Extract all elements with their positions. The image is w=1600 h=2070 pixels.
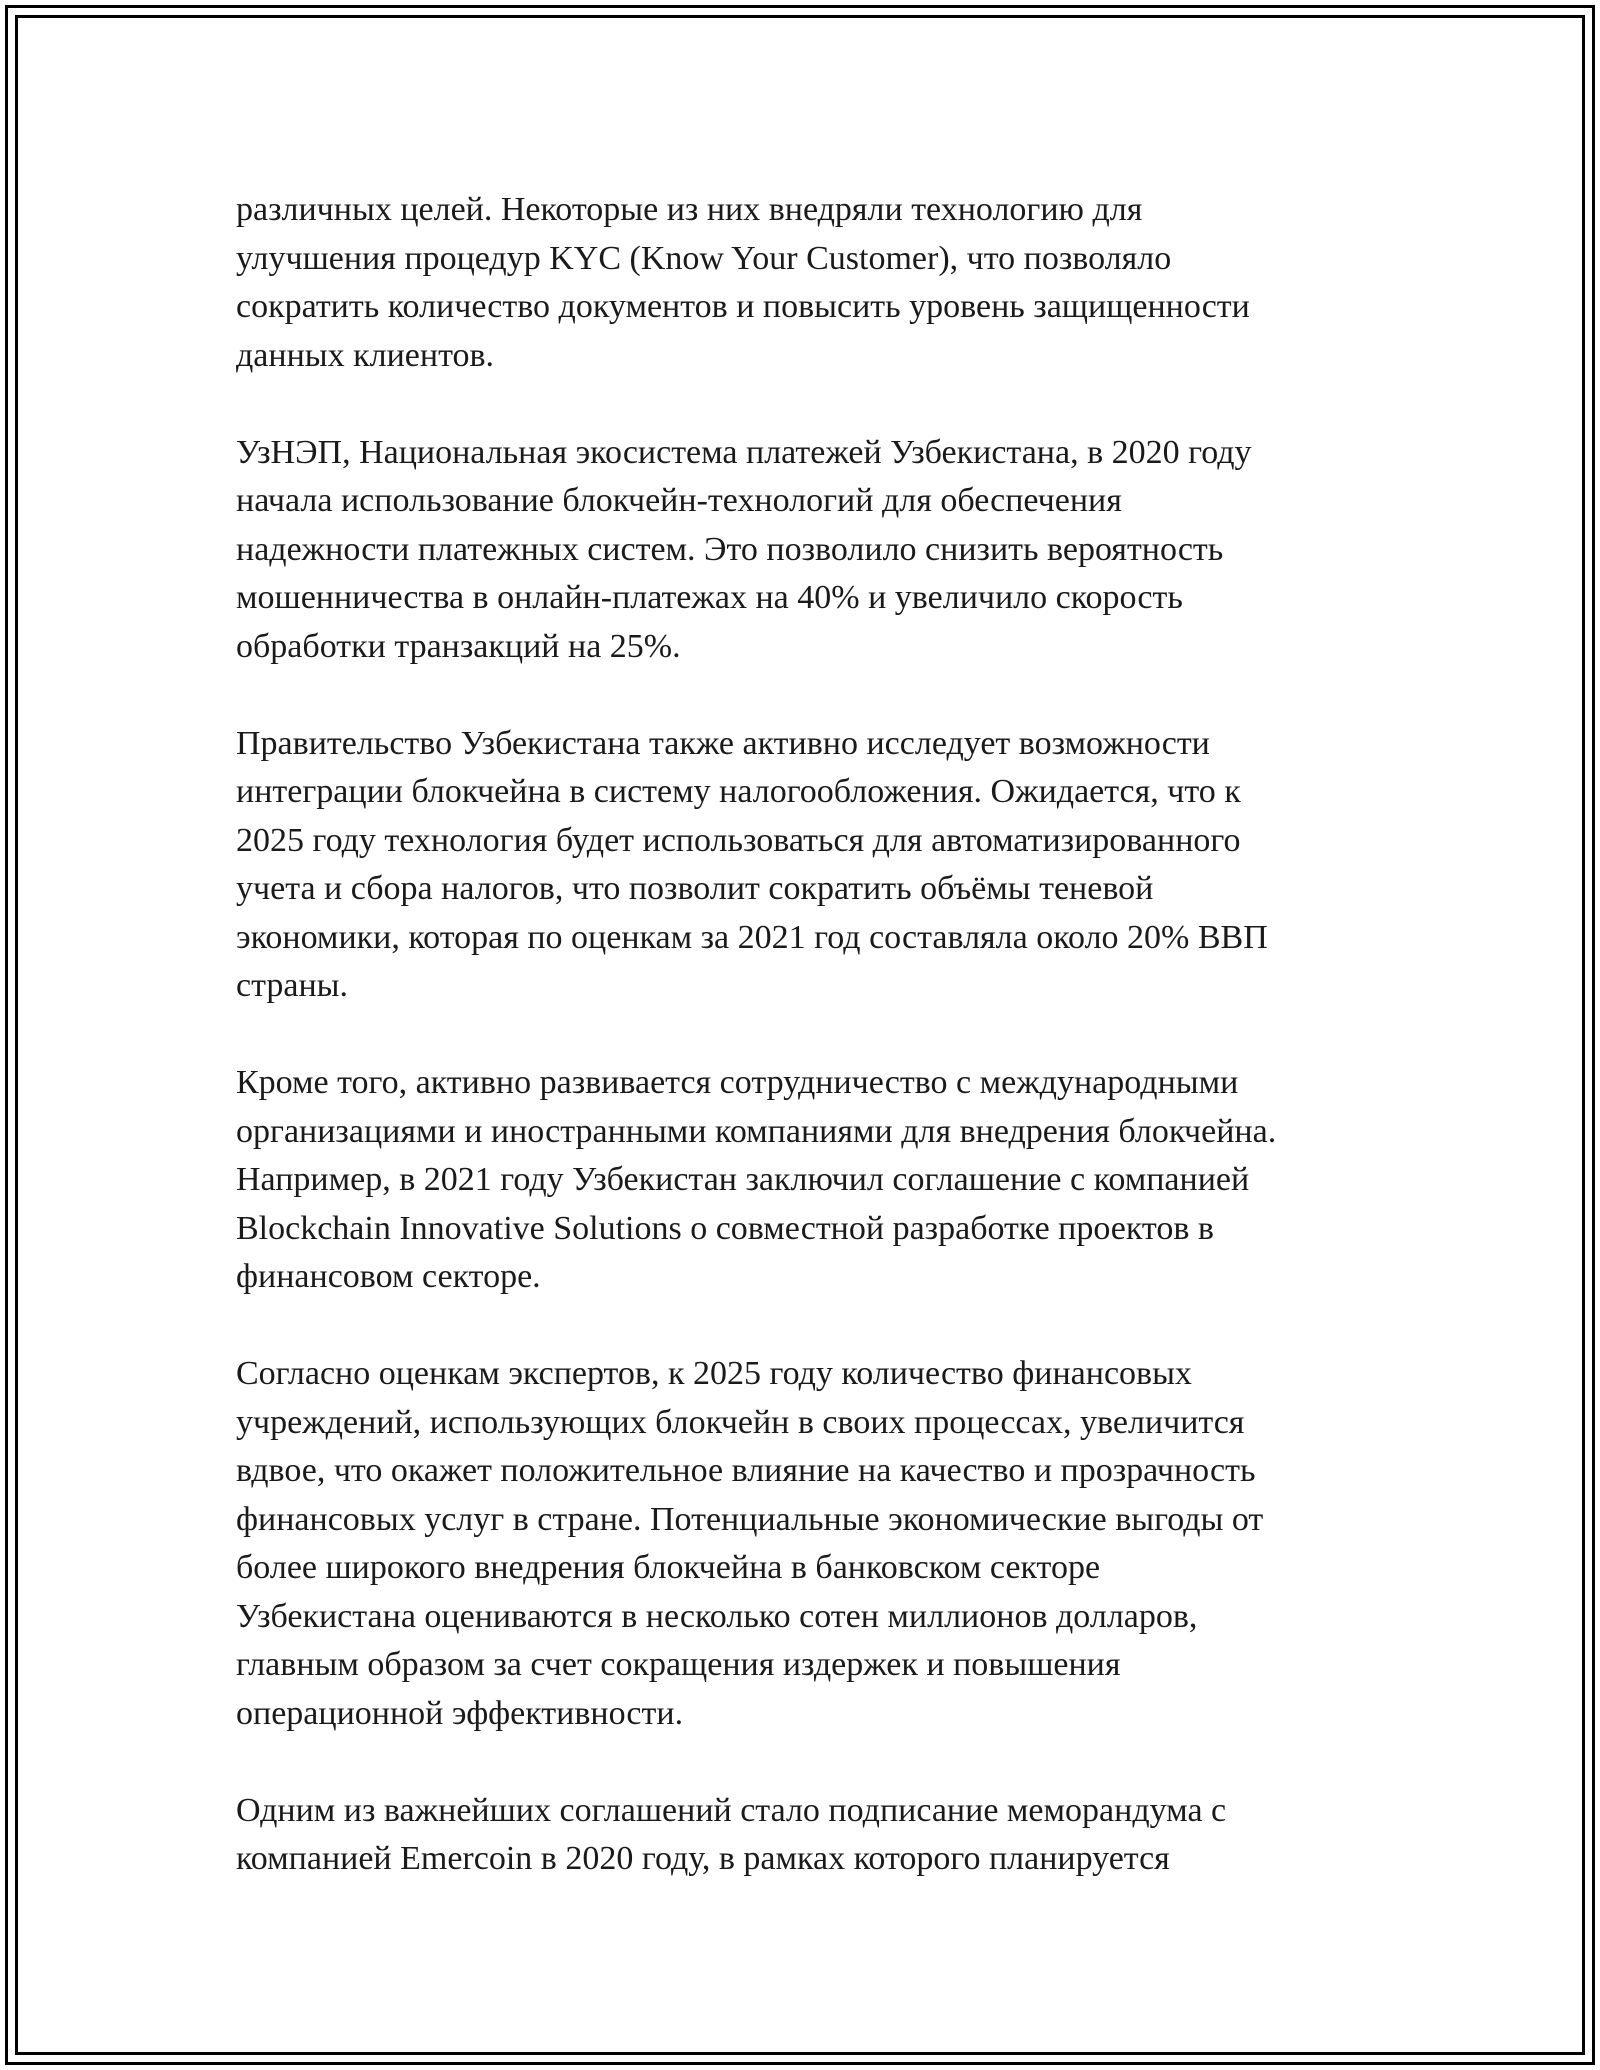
text-line: сократить количество документов и повысить уровень защищенности [236, 288, 1250, 325]
text-line: организациями и иностранными компаниями для внедрения блокчейна. [236, 1112, 1277, 1150]
text-line: мошенничества в онлайн-платежах на 40% и увеличило скорость [236, 579, 1183, 616]
paragraph [236, 186, 1386, 380]
text-line: Согласно оценкам экспертов, к 2025 году количество финансовых [236, 1355, 1192, 1392]
text-line: различных целей. Некоторые из них внедряли технологию для [236, 191, 1143, 228]
text-line: финансовом секторе. [236, 1258, 541, 1295]
text-line: обработки транзакций на 25%. [236, 627, 681, 665]
text-line: учреждений, использующих блокчейн в своих процессах, увеличится [236, 1403, 1245, 1441]
text-line: вдвое, что окажет положительное влияние на качество и прозрачность [236, 1452, 1256, 1489]
paragraph [236, 1787, 1386, 1884]
text-line: начала использование блокчейн-технологий для обеспечения [236, 482, 1122, 519]
text-line: компанией Emercoin в 2020 году, в рамках которого планируется [236, 1840, 1170, 1877]
text-line: Правительство Узбекистана также активно исследует возможности [236, 724, 1210, 762]
text-line: надежности платежных систем. Это позволило снизить вероятность [236, 530, 1224, 568]
paragraph [236, 1350, 1386, 1738]
text-line: страны. [236, 967, 348, 1004]
text-line: данных клиентов. [236, 336, 495, 374]
text-line: главным образом за счет сокращения издержек и повышения [236, 1646, 1121, 1683]
text-line: финансовых услуг в стране. Потенциальные экономические выгоды от [236, 1500, 1264, 1538]
text-line: Одним из важнейших соглашений стало подписание меморандума с [236, 1791, 1227, 1829]
text-line: УзНЭП, Национальная экосистема платежей Узбекистана, в 2020 году [236, 433, 1252, 471]
paragraph [236, 720, 1386, 1011]
text-line: 2025 году технология будет использоваться для автоматизированного [236, 821, 1241, 859]
text-line: Кроме того, активно развивается сотрудничество с международными [236, 1064, 1239, 1101]
text-line: Узбекистана оцениваются в несколько сотен миллионов долларов, [236, 1597, 1198, 1635]
paragraph [236, 1059, 1386, 1302]
text-line: экономики, которая по оценкам за 2021 год составляла около 20% ВВП [236, 918, 1268, 956]
text-line: учета и сбора налогов, что позволит сократить объёмы теневой [236, 870, 1154, 907]
text-line: Например, в 2021 году Узбекистан заключил соглашение с компанией [236, 1161, 1250, 1198]
text-line: Blockchain Innovative Solutions о совместной разработке проектов в [236, 1209, 1214, 1247]
text-line: более широкого внедрения блокчейна в банковском секторе [236, 1549, 1101, 1586]
text-line: улучшения процедур KYC (Know Your Customer), что позволяло [236, 239, 1172, 277]
document-body [236, 186, 1386, 1932]
text-line: интеграции блокчейна в систему налогообложения. Ожидается, что к [236, 773, 1241, 810]
paragraph [236, 429, 1386, 672]
text-line: операционной эффективности. [236, 1694, 684, 1732]
